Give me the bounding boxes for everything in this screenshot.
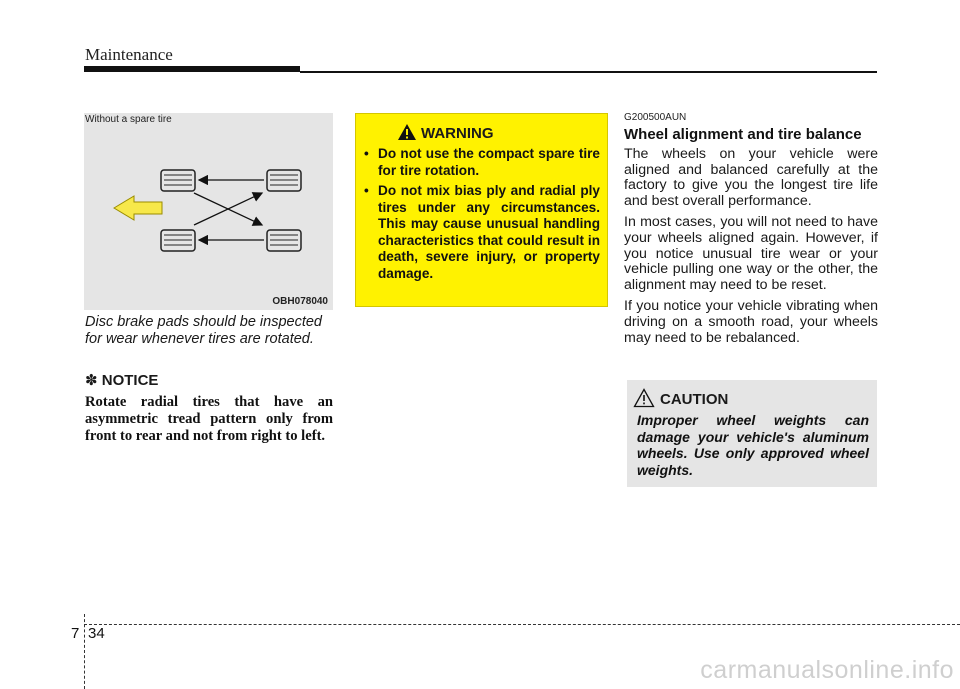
warning-item	[364, 146, 600, 179]
warning-list	[364, 146, 600, 286]
paragraph: In most cases, you will not need to have your wheels aligned again. However, if you notice unusual tire wear or your vehicle pulling one way or the other, the alignment may need to be reset.	[624, 214, 878, 293]
figure-code: OBH078040	[272, 296, 328, 307]
warning-item-text: Do not use the compact spare tire for tire rotation.	[378, 146, 600, 178]
brake-pad-note: Disc brake pads should be inspected for wear whenever tires are rotated.	[85, 314, 322, 347]
watermark: carmanualsonline.info	[700, 656, 954, 684]
caution-body: Improper wheel weights can damage your vehicle's aluminum wheels. Use only approved wheel weights.	[637, 412, 869, 478]
section-body	[624, 147, 878, 352]
footer-margin-rule	[84, 614, 85, 689]
bullet-icon: •	[364, 183, 369, 198]
tire-front-left-icon	[161, 170, 195, 191]
notice-body: Rotate radial tires that have an asymmetric tread pattern only from front to rear and not from right to left.	[85, 394, 333, 444]
section-heading: Wheel alignment and tire balance	[624, 126, 862, 143]
header-rule-thick	[84, 66, 300, 72]
warning-triangle-icon	[397, 123, 417, 146]
paragraph: The wheels on your vehicle were aligned and balanced carefully at the factory to give you the longest tire life and best overall performance.	[624, 146, 878, 209]
caution-title: CAUTION	[660, 391, 729, 408]
tire-rear-right-icon	[267, 230, 301, 251]
chapter-number: 7	[71, 625, 80, 642]
notice-title: ✽ NOTICE	[85, 372, 159, 389]
warning-item-text: Do not mix bias ply and radial ply tires under any circumstances. This may cause unusual handling characteristics that could result in death, severe injury, or property damage.	[378, 183, 600, 281]
section-code: G200500AUN	[624, 112, 687, 123]
bullet-icon: •	[364, 146, 369, 161]
figure-caption: Without a spare tire	[85, 114, 172, 125]
tire-front-right-icon	[161, 230, 195, 251]
tire-rotation-diagram	[84, 113, 333, 310]
warning-item	[364, 183, 600, 282]
tire-rear-left-icon	[267, 170, 301, 191]
page-number: 34	[88, 625, 105, 642]
rotation-arrows	[194, 180, 264, 240]
footer-rule	[84, 624, 960, 625]
front-arrow-icon	[114, 196, 162, 220]
paragraph: If you notice your vehicle vibrating when driving on a smooth road, your wheels may need to be rebalanced.	[624, 298, 878, 346]
warning-title: WARNING	[421, 125, 494, 142]
page-header-title: Maintenance	[85, 45, 173, 64]
header-rule-thin	[300, 71, 877, 73]
caution-triangle-icon	[633, 388, 655, 413]
tire-rotation-figure	[84, 113, 333, 310]
